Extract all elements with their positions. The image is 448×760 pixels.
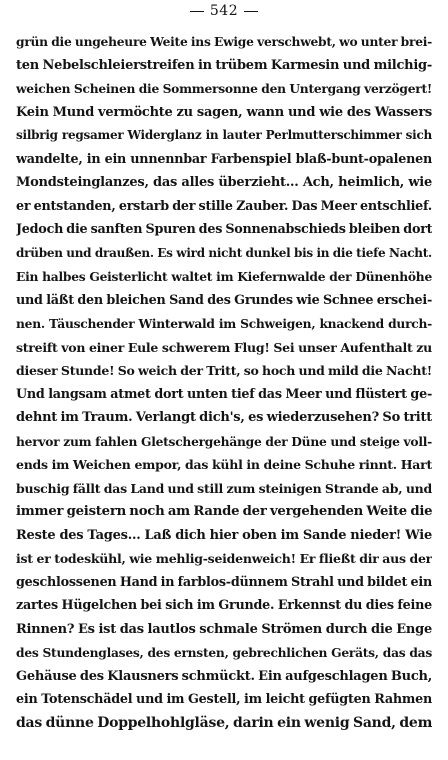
text-line: grün die ungeheure Weite ins Ewige verschwebt, wo unter brei-: [16, 34, 432, 49]
text-line: drüben und draußen. Es wird nicht dunkel bis in die tiefe Nacht.: [16, 245, 432, 260]
text-line: Kein Mund vermöchte zu sagen, wann und wie des Wassers: [16, 104, 432, 120]
page-number: 542: [209, 3, 239, 19]
text-line: buschig fällt das Land und still zum steinigen Strande ab, und: [16, 480, 432, 496]
text-line: streift von einer Eule schwerem Flug! Sei unser Aufenthalt zu: [16, 339, 432, 355]
page-number-header: [0, 2, 448, 20]
text-line: ten Nebelschleierstreifen in trübem Karmesin und milchig-: [16, 57, 432, 73]
text-line: silbrig regsamer Widerglanz in lauter Perlmutterschimmer sich: [16, 128, 432, 142]
text-line: nen. Täuschender Winterwald im Schweigen, knackend durch-: [16, 316, 432, 331]
text-line: des Stundenglases, des ernsten, gebrechlichen Geräts, das das: [16, 645, 432, 660]
text-line: hervor zum fahlen Gletschergehänge der Düne und steige voll-: [16, 433, 432, 449]
text-line: Reste des Tages… Laß dich hier oben im Sande nieder! Wie: [16, 527, 432, 543]
body-text: [16, 30, 432, 735]
right-dash: [244, 11, 258, 12]
text-line: er entstanden, erstarb der stille Zauber. Das Meer entschlief.: [16, 198, 432, 214]
text-line: weichen Scheinen die Sommersonne den Untergang verzögert!: [16, 81, 432, 96]
text-line: geschlossenen Hand in farblos-dünnem Strahl und bildet ein: [16, 574, 432, 590]
text-line: Rinnen? Es ist das lautlos schmale Strömen durch die Enge: [16, 621, 432, 637]
text-line: immer geistern noch am Rande der vergehenden Weite die: [16, 504, 432, 519]
text-line: wandelte, in ein unnennbar Farbenspiel blaß-bunt-opalenen: [16, 151, 432, 167]
text-line: Jedoch die sanften Spuren des Sonnenabschieds bleiben dort: [16, 222, 432, 237]
text-line: Gehäuse des Klausners schmückt. Ein aufgeschlagen Buch,: [16, 668, 432, 684]
text-line: das dünne Doppelhohlgläse, darin ein wenig Sand, dem: [16, 714, 432, 731]
text-line: Mondsteinglanzes, das alles überzieht… Ach, heimlich, wie: [16, 175, 432, 190]
text-line: ist er todeskühl, wie mehlig-seidenweich! Er fließt dir aus der: [16, 551, 432, 566]
text-line: Und langsam atmet dort unten tief das Meer und flüstert ge-: [16, 386, 432, 402]
text-line: dieser Stunde! So weich der Tritt, so hoch und mild die Nacht!: [16, 363, 432, 378]
text-line: zartes Hügelchen bei sich im Grunde. Erkennst du dies feine: [16, 598, 432, 613]
left-dash: [190, 11, 204, 12]
text-line: dehnt im Traum. Verlangt dich's, es wiederzusehen? So tritt: [16, 410, 432, 425]
text-line: ends im Weichen empor, das kühl in deine Schuhe rinnt. Hart: [16, 457, 432, 472]
text-line: und läßt den bleichen Sand des Grundes wie Schnee erschei-: [16, 292, 432, 308]
text-line: ein Totenschädel und im Gestell, im leicht gefügten Rahmen: [16, 692, 432, 707]
text-line: Ein halbes Geisterlicht waltet im Kiefernwalde der Dünenhöhe: [16, 269, 432, 284]
